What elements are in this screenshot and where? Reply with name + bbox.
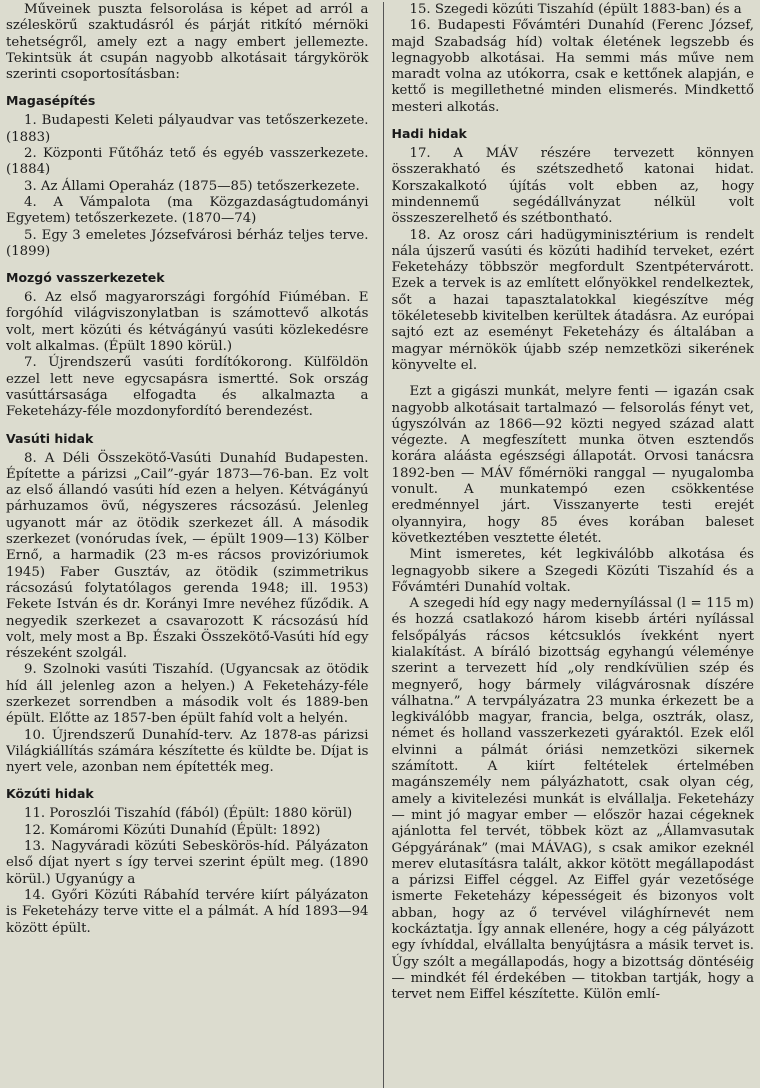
list-item-2: 2. Központi Fűtőház tető és egyéb vasszerkezete. (1884) <box>6 146 369 178</box>
list-item-5: 5. Egy 3 emeletes Józsefvárosi bérház teljes terve. (1899) <box>6 227 369 259</box>
list-item-8: 8. A Déli Összekötő-Vasúti Dunahíd Budapesten. Építette a párizsi „Cail”-gyár 1873—76-ban. Ez volt az első állandó vasúti híd ezen a helyen. Kétvágányú párhuzamos övű, négyszeres rácsozású. Jelenleg ugyanott már az ötödik szerkezet áll. A második szerkezet (vonórudas ívek, — épült 1909—13) Kölber Ernő, a harmadik (23 m-es rácsos provizóriumok 1945) Faber Gusztáv, az ötödik (szimmetrikus rácsozású folytatólagos gerenda 1948; ill. 1953) Fekete István és dr. Korányi Imre nevéhez fűződik. A negyedik szerkezet a csavarozott K rácsozású híd volt, mely most a Bp. Északi Összekötő-Vasúti híd egy részeként szolgál. <box>6 450 369 662</box>
right-column <box>383 2 755 1088</box>
section-heading-mozgo: Mozgó vasszerkezetek <box>6 270 165 286</box>
intro-paragraph: Műveinek puszta felsorolása is képet ad arról a széleskörű szaktudásról és párját ritkító mérnöki tehetségről, amely ezt a nagy embert jellemezte. Tekintsük át csupán nagyobb alkotásait tárgykörök szerinti csoportosításban: <box>6 2 369 83</box>
section-heading-hadi: Hadi hidak <box>391 126 467 142</box>
list-item-16: 16. Budapesti Fővámtéri Dunahíd (Ferenc József, majd Szabadság híd) voltak életének legszebb és legnagyobb alkotásai. Ha semmi más műve nem maradt volna az utókorra, csak e kettőnek alapján, e kettő is megillethetné minden elismerés. Mindkettő mesteri alkotás. <box>391 18 754 115</box>
paragraph-gap <box>392 374 755 384</box>
list-item-6: 6. Az első magyarországi forgóhíd Fiúméban. E forgóhíd világviszonylatban is számottevő alkotás volt, mert közúti és kétvágányú vasúti közlekedésre volt alkalmas. (Épült 1890 körül.) <box>6 290 369 355</box>
list-item-4: 4. A Vámpalota (ma Közgazdaságtudományi Egyetem) tetőszerkezete. (1870—74) <box>6 194 369 227</box>
list-item-12: 12. Komáromi Közúti Dunahíd (Épült: 1892) <box>24 822 321 838</box>
list-item-3: 3. Az Állami Operaház (1875—85) tetőszerkezete. <box>24 178 360 194</box>
list-item-13: 13. Nagyváradi közúti Sebeskörös-híd. Pályázaton első díjat nyert s így tervei szerint épült meg. (1890 körül.) Ugyanúgy a <box>6 839 369 887</box>
list-item-11: 11. Poroszlói Tiszahíd (fából) (Épült: 1880 körül) <box>24 806 353 822</box>
list-item-18: 18. Az orosz cári hadügyminisztérium is rendelt nála újszerű vasúti és közúti hadihíd terveket, ezért Feketeházy többször megfordult Szentpétervárott. Ezek a tervek is az említett előnyökkel rendelkeztek, sőt a hazai tapasztalatokkal kiegészítve még tökéletesebb kivitelben kerültek átadásra. Az európai sajtó ezt az eseményt Feketeházy és általában a magyar mérnökök újabb szép nemzetközi sikerének könyvelte el. <box>391 227 754 373</box>
list-item-15: 15. Szegedi közúti Tiszahíd (épült 1883-ban) és a <box>409 2 742 17</box>
section-heading-magasepites: Magasépítés <box>6 93 96 109</box>
section-heading-kozuti: Közúti hidak <box>6 786 94 802</box>
list-item-1: 1. Budapesti Keleti pályaudvar vas tetőszerkezete. (1883) <box>6 113 369 145</box>
body-paragraph-szegedi: A szegedi híd egy nagy medernyílással (l = 115 m) és hozzá csatlakozó három kisebb ártéri nyílással felsőpályás rácsos kétcsuklós ívekként nyert kialakítást. A bíráló bizottság egyhangú véleménye szerint a tervezett híd „oly rendkívülien szép és megnyerő, hogy bármely világvárosnak díszére válhatna.” A tervpályázatra 23 munka érkezett be a legkiválóbb magyar, francia, belga, osztrák, olasz, német és holland vasszerkezeti gyáraktól. Ezek elől elvinni a pálmát óriási nemzetközi sikernek számított. A kiírt feltételek értelmében magánszemély nem pályázhatott, csak olyan cég, amely a kivitelezési munkát is elvállalja. Feketeházy — mint jó magyar ember — először hazai cégeknek ajánlotta fel tervét, többek közt az „Államvasutak Gépgyárának” (mai MÁVAG), s csak amikor ezeknél merev elutasításra talált, akkor kötött megállapodást a párizsi Eiffel céggel. Az Eiffel gyár vezetősége ismerte Feketeházy képességeit és bizonyos volt abban, hogy az ő tervével világhírnevét nem kockáztatja. Így annak ellenére, hogy a cég pályázott egy ívhíddal, elvállalta benyújtásra a másik tervet is. Úgy szólt a megállapodás, hogy a bizottság döntéséig — mindkét fél érdekében — titokban tartják, hogy a tervet nem Eiffel készítette. Külön emlí- <box>391 596 754 1003</box>
list-item-10: 10. Újrendszerű Dunahíd-terv. Az 1878-as párizsi Világkiállítás számára készítette és küldte be. Díjat is nyert vele, azonban nem építették meg. <box>6 727 369 776</box>
body-paragraph-gigaszi: Ezt a gigászi munkát, melyre fenti — igazán csak nagyobb alkotásait tartalmazó — felsorolás fényt vet, úgyszólván az 1866—92 közti negyed század alatt végezte. A megfeszített munka ötven esztendős korára aláásta egészségi állapotát. Orvosi tanácsra 1892-ben — MÁV főmérnöki ranggal — nyugalomba vonult. A munkatempó ezen csökkentése eredménnyel járt. Visszanyerte testi erejét olyannyira, hogy 85 éves korában baleset következtében vesztette életét. <box>391 384 754 546</box>
list-item-14: 14. Győri Közúti Rábahíd tervére kiírt pályázaton is Feketeházy terve vitte el a pálmát. A híd 1893—94 között épült. <box>6 887 369 936</box>
list-item-9: 9. Szolnoki vasúti Tiszahíd. (Ugyancsak az ötödik híd áll jelenleg azon a helyen.) A Feketeházy-féle szerkezet sorrendben a második volt és 1889-ben épült. Előtte az 1857-ben épült fahíd volt a helyén. <box>6 662 369 727</box>
list-item-7: 7. Újrendszerű vasúti fordítókorong. Külföldön ezzel lett neve egycsapásra ismertté. Sok ország vasúttársasága elfogadta és alkalmazta a Feketeházy-féle mozdonyfordító berendezést. <box>6 355 369 420</box>
list-item-17: 17. A MÁV részére tervezett könnyen összerakható és szétszedhető katonai hidat. Korszakalkotó újítás volt ebben az, hogy mindennemű segédállványzat nélkül volt összeszerelhető és szétbontható. <box>391 146 754 227</box>
section-heading-vasuti: Vasúti hidak <box>6 430 94 446</box>
left-column <box>6 2 369 1088</box>
body-paragraph-ismeretes: Mint ismeretes, két legkiválóbb alkotása és legnagyobb sikere a Szegedi Közúti Tiszahíd és a Fővámtéri Dunahíd voltak. <box>391 547 754 595</box>
